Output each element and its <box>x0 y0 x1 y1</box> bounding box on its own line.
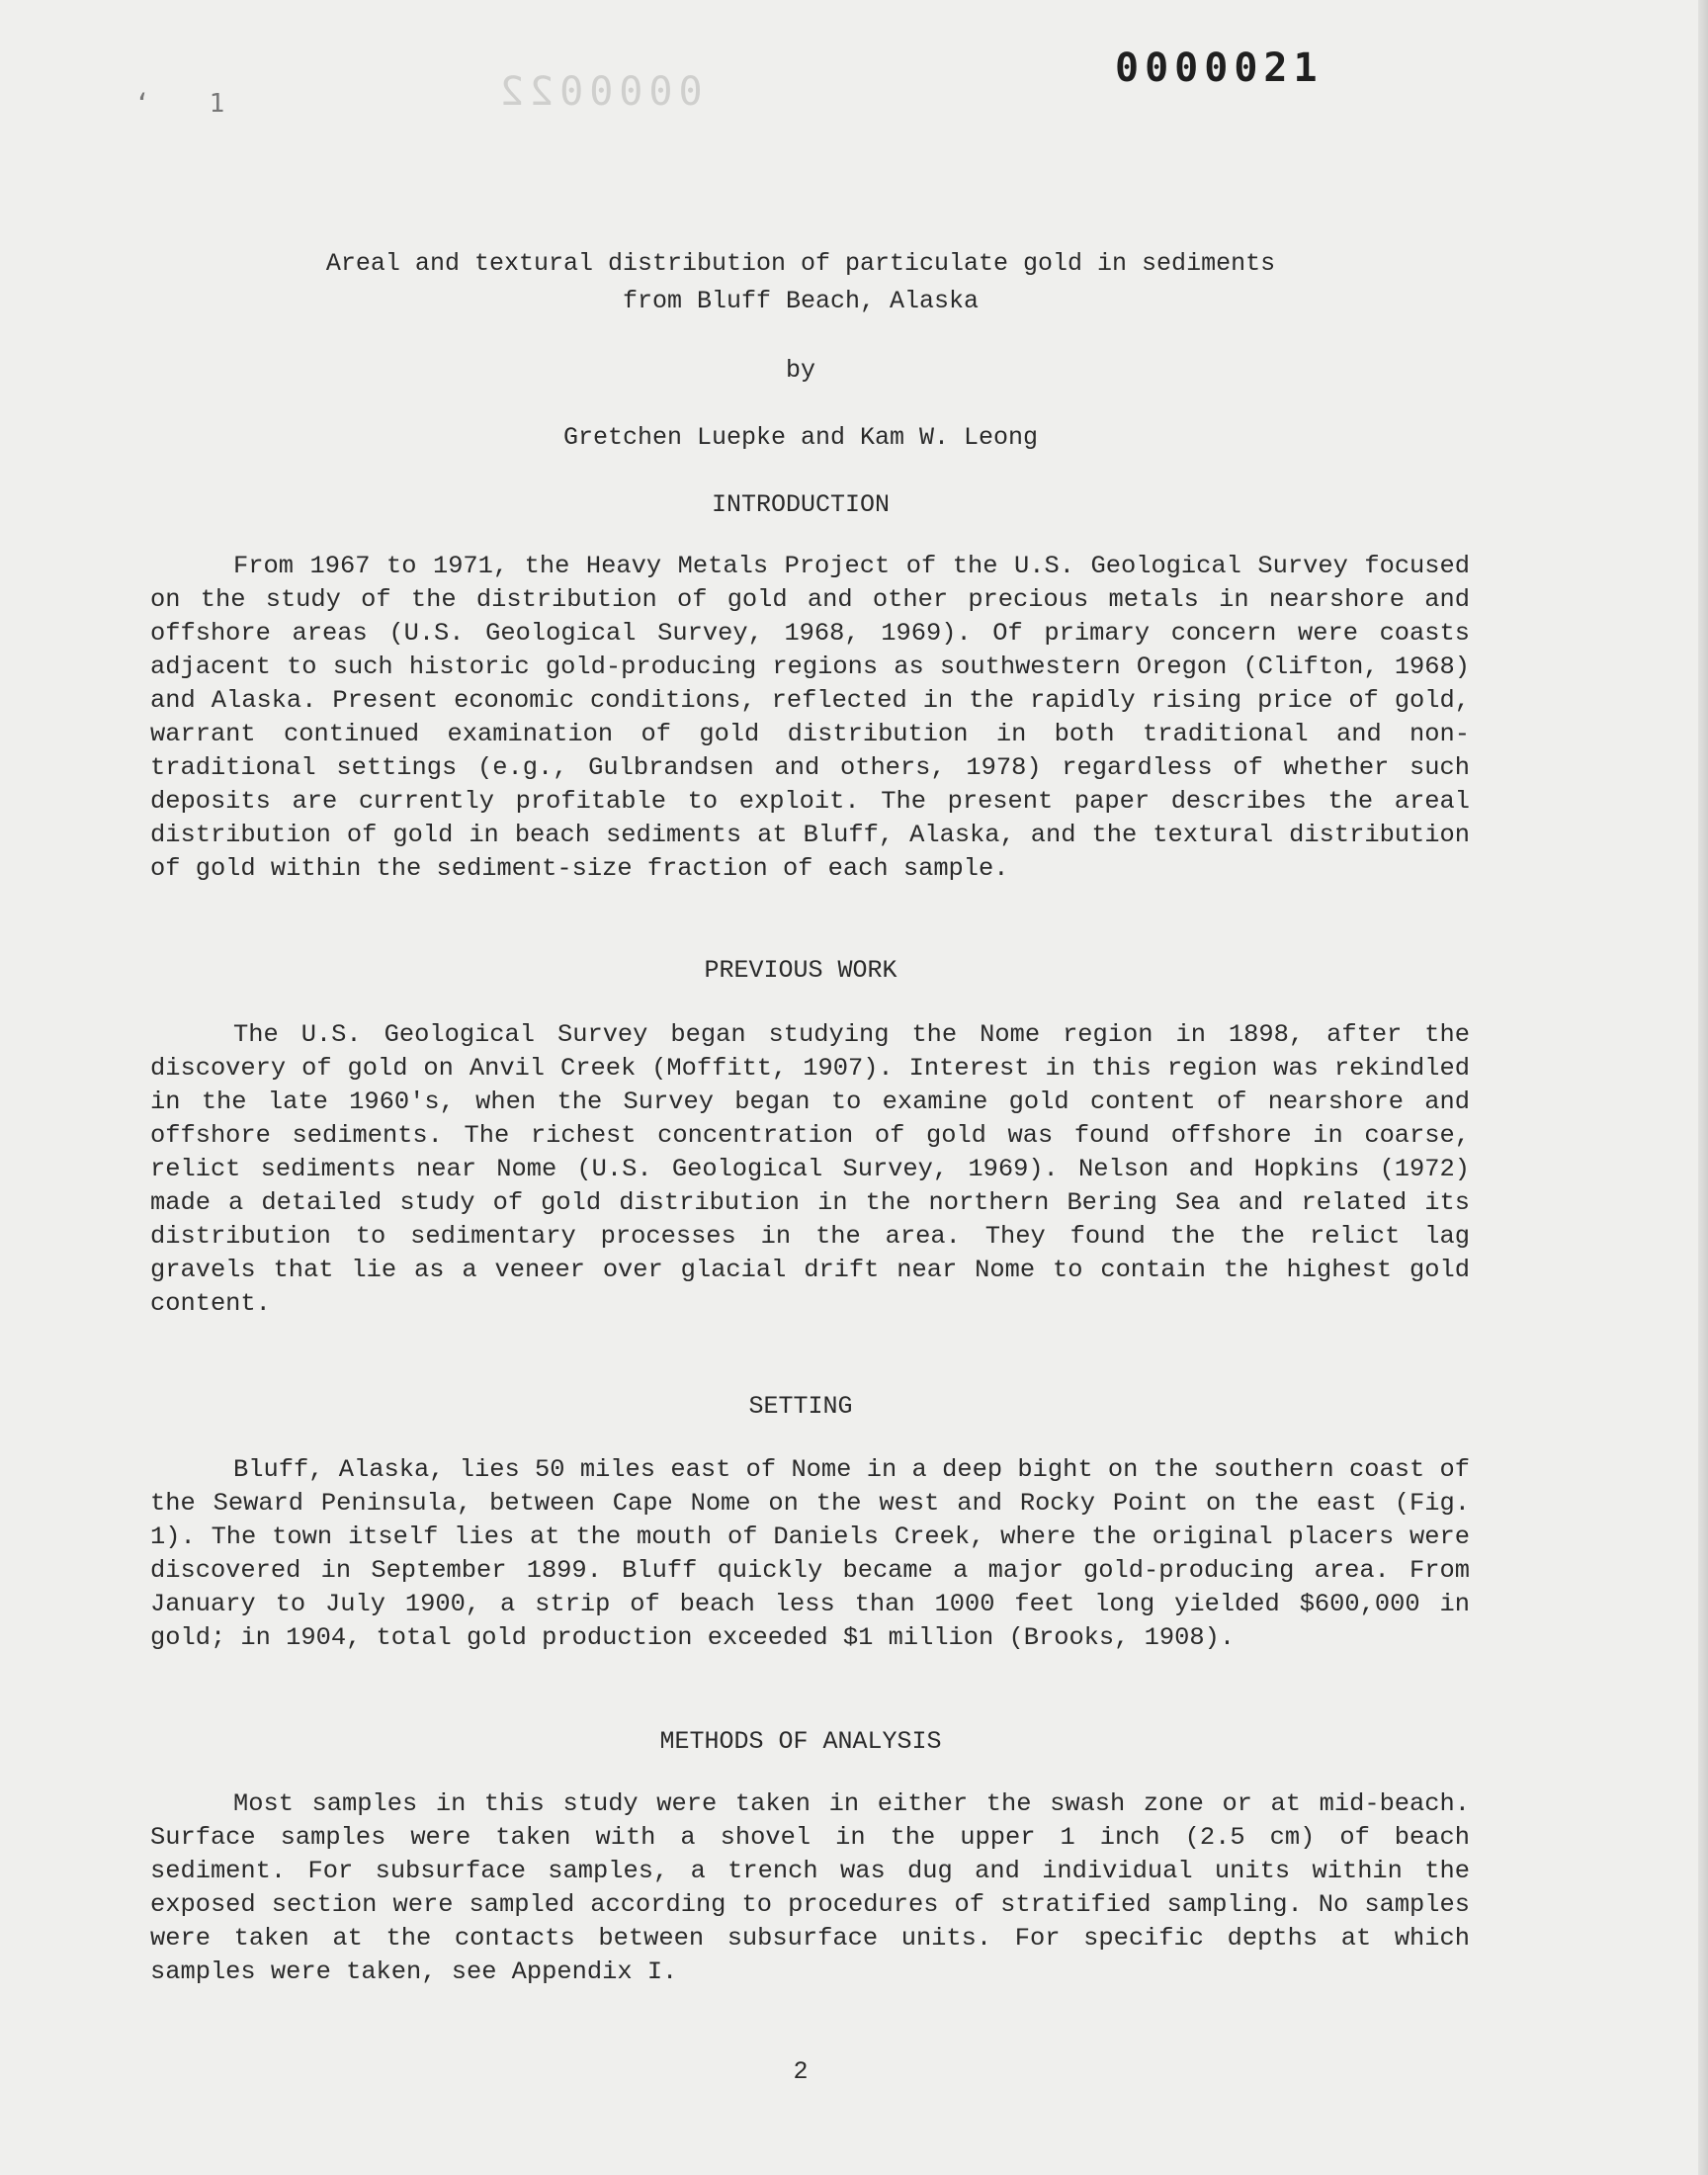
page-edge-shadow <box>1698 0 1708 2175</box>
paragraph-previous-work: The U.S. Geological Survey began studying the Nome region in 1898, after the discovery of gold on Anvil Creek (Moffitt, 1907). Interest in this region was rekindled in the late 1960's, when the Survey began to examine gold content of nearshore and offshore sediments. The richest concentration of gold was found offshore in coarse, relict sediments near Nome (U.S. Geological Survey, 1969). Nelson and Hopkins (1972) made a detailed study of gold distribution in the northern Bering Sea and related its distribution to sedimentary processes in the area. They found the the relict lag gravels that lie as a veneer over glacial drift near Nome to contain the highest gold content. <box>150 1020 1470 1318</box>
paper-title <box>148 245 1453 320</box>
corner-marks: ‘​1 <box>134 89 285 119</box>
heading-methods: METHODS OF ANALYSIS <box>659 1727 942 1756</box>
document-number: 0000021 <box>1115 45 1324 91</box>
paragraph-methods: Most samples in this study were taken in either the swash zone or at mid-beach. Surface samples were taken with a shovel in the upper 1 inch (2.5 cm) of beach sediment. For subsurface samples, a trench was dug and individual units within the exposed section were sampled according to procedures of stratified sampling. No samples were taken at the contacts between subsurface units. For specific depths at which samples were taken, see Appendix I. <box>150 1789 1470 1986</box>
byline: by <box>785 356 815 385</box>
heading-setting: SETTING <box>748 1392 853 1421</box>
bleed-through-number: 0000022 <box>494 69 703 115</box>
heading-previous-work: PREVIOUS WORK <box>704 956 897 985</box>
paragraph-setting: Bluff, Alaska, lies 50 miles east of Nome in a deep bight on the southern coast of the Seward Peninsula, between Cape Nome on the west and Rocky Point on the east (Fig. 1). The town itself lies at the mouth of Daniels Creek, where the original placers were discovered in September 1899. Bluff quickly became a major gold-producing area. From January to July 1900, a strip of beach less than 1000 feet long yielded $600,000 in gold; in 1904, total gold production exceeded $1 million (Brooks, 1908). <box>150 1455 1470 1652</box>
page-number: 2 <box>793 2057 809 2086</box>
title-line-1: Areal and textural distribution of particulate gold in sediments <box>325 249 1276 278</box>
authors: Gretchen Luepke and Kam W. Leong <box>562 423 1039 452</box>
heading-introduction: INTRODUCTION <box>711 490 891 519</box>
title-line-2: from Bluff Beach, Alaska <box>622 287 980 315</box>
paragraph-introduction: From 1967 to 1971, the Heavy Metals Project of the U.S. Geological Survey focused on the study of the distribution of gold and other precious metals in nearshore and offshore areas (U.S. Geological Survey, 1968, 1969). Of primary concern were coasts adjacent to such historic gold-producing regions as southwestern Oregon (Clifton, 1968) and Alaska. Present economic conditions, reflected in the rapidly rising price of gold, warrant continued examination of gold distribution in both traditional and non-traditional settings (e.g., Gulbrandsen and others, 1978) regardless of whether such deposits are currently profitable to exploit. The present paper describes the areal distribution of gold in beach sediments at Bluff, Alaska, and the textural distribution of gold within the sediment-size fraction of each sample. <box>150 552 1470 883</box>
